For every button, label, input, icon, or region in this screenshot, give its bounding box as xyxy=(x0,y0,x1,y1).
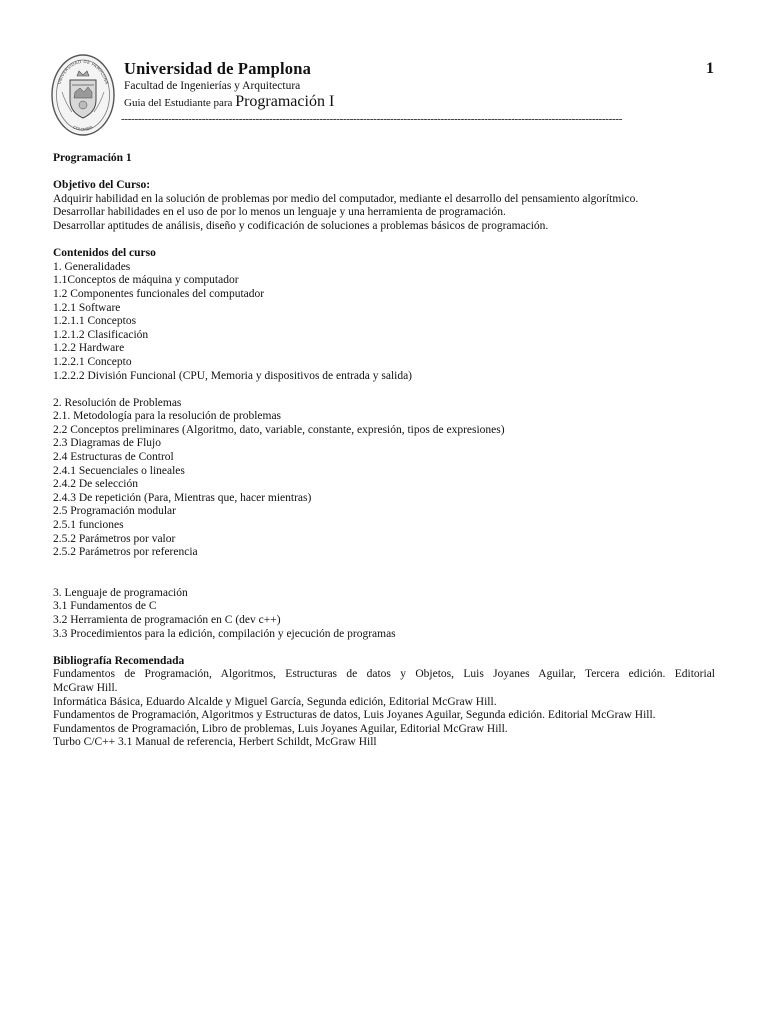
contents-item: 1.1Conceptos de máquina y computador xyxy=(53,274,239,287)
contents-item: 3.1 Fundamentos de C xyxy=(53,600,157,613)
objective-line: Desarrollar aptitudes de análisis, diseño y codificación de soluciones a problemas básicos de programación. xyxy=(53,219,549,232)
contents-item: 1.2.1.1 Conceptos xyxy=(53,315,137,328)
contents-item: 3.3 Procedimientos para la edición, compilación y ejecución de programas xyxy=(53,627,396,640)
bibliography-entry: Informática Básica, Eduardo Alcalde y Miguel García, Segunda edición, Editorial McGraw Hill. xyxy=(53,695,497,708)
guide-line xyxy=(124,92,334,113)
seal-text-bottom: COLOMBIA xyxy=(72,124,94,132)
contents-item: 1.2.1.2 Clasificación xyxy=(53,328,149,341)
contents-item: 3. Lenguaje de programación xyxy=(53,586,188,599)
contents-item: 2.5.2 Parámetros por valor xyxy=(53,532,176,545)
page-title: Programación 1 xyxy=(53,152,132,164)
document-body xyxy=(53,152,715,750)
contents-item: 1. Generalidades xyxy=(53,260,131,273)
bibliography-entry: Fundamentos de Programación, Libro de problemas, Luis Joyanes Aguilar, Editorial McGraw Hill. xyxy=(53,722,508,735)
contents-item: 1.2.2 Hardware xyxy=(53,342,125,355)
contents-item: 1.2.2.1 Concepto xyxy=(53,355,132,368)
contents-item: 1.2 Componentes funcionales del computador xyxy=(53,287,265,300)
objective-title: Objetivo del Curso: xyxy=(53,179,151,192)
contents-item: 2. Resolución de Problemas xyxy=(53,396,182,409)
contents-item: 2.3 Diagramas de Flujo xyxy=(53,437,161,450)
contents-item: 2.5 Programación modular xyxy=(53,505,176,518)
bibliography-title: Bibliografía Recomendada xyxy=(53,654,185,667)
seal-text-top: UNIVERSIDAD DE PAMPLONA xyxy=(56,58,110,85)
bibliography-entry: Turbo C/C++ 3.1 Manual de referencia, Herbert Schildt, McGraw Hill xyxy=(53,736,377,749)
contents-title: Contenidos del curso xyxy=(53,247,156,260)
objective-line: Desarrollar habilidades en el uso de por lo menos un lenguaje y una herramienta de programación. xyxy=(53,206,506,219)
contents-item: 2.5.2 Parámetros por referencia xyxy=(53,546,198,559)
contents-item: 2.5.1 funciones xyxy=(53,519,124,532)
bibliography-entry: Fundamentos de Programación, Algoritmos, Estructuras de datos y Objetos, Luis Joyanes Aguilar, Tercera edición. Editorial xyxy=(53,668,715,681)
university-seal-icon xyxy=(50,52,116,138)
university-name: Universidad de Pamplona xyxy=(124,59,312,78)
guide-prefix: Guia del Estudiante para xyxy=(124,97,233,109)
faculty-name: Facultad de Ingenierías y Arquitectura xyxy=(124,80,301,92)
contents-item: 1.2.1 Software xyxy=(53,301,121,314)
header-divider: ----------------------------------------------------------------------------------------------------------------------------------------------------- xyxy=(121,113,623,125)
contents-item: 2.4.3 De repetición (Para, Mientras que, hacer mientras) xyxy=(53,491,312,504)
bibliography-entry-continuation: McGraw Hill. xyxy=(53,681,118,694)
contents-item: 1.2.2.2 División Funcional (CPU, Memoria y dispositivos de entrada y salida) xyxy=(53,369,413,382)
bibliography-entry: Fundamentos de Programación, Algoritmos y Estructuras de datos, Luis Joyanes Aguilar, Segunda edición. Editorial McGraw Hill. xyxy=(53,709,656,722)
course-title: Programación I xyxy=(235,93,335,110)
contents-item: 2.1. Metodología para la resolución de problemas xyxy=(53,410,282,423)
contents-item: 3.2 Herramienta de programación en C (dev c++) xyxy=(53,614,281,626)
page-number: 1 xyxy=(706,60,714,77)
objective-line: Adquirir habilidad en la solución de problemas por medio del computador, mediante el desarrollo del pensamiento algorítmico. xyxy=(53,192,639,205)
contents-item: 2.4.1 Secuenciales o lineales xyxy=(53,464,185,477)
contents-item: 2.4 Estructuras de Control xyxy=(53,451,174,464)
contents-item: 2.4.2 De selección xyxy=(53,478,138,491)
contents-item: 2.2 Conceptos preliminares (Algoritmo, dato, variable, constante, expresión, tipos de expresiones) xyxy=(53,423,505,436)
